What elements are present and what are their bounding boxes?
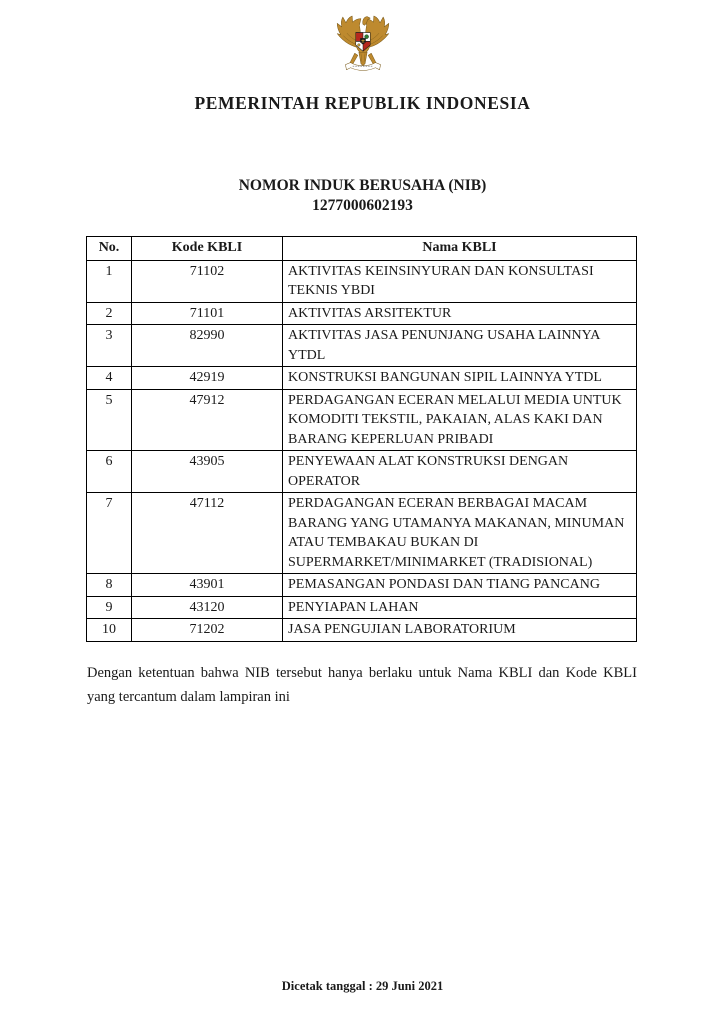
row-nama-cell: AKTIVITAS KEINSINYURAN DAN KONSULTASI TEKNIS YBDI: [283, 260, 637, 302]
row-kode-cell: 82990: [132, 325, 283, 367]
row-kode-cell: 47112: [132, 493, 283, 574]
printed-date: Dicetak tanggal : 29 Juni 2021: [281, 979, 444, 993]
garuda-pancasila-emblem-icon: [332, 8, 394, 84]
row-no-cell: 6: [87, 451, 132, 493]
row-no-cell: 9: [87, 596, 132, 619]
row-kode-cell: 43905: [132, 451, 283, 493]
row-nama-cell: AKTIVITAS JASA PENUNJANG USAHA LAINNYA YTDL: [283, 325, 637, 367]
column-header-kode: Kode KBLI: [132, 237, 283, 261]
table-row: [87, 260, 637, 302]
row-no-cell: 5: [87, 389, 132, 451]
row-no-cell: 3: [87, 325, 132, 367]
row-nama-cell: KONSTRUKSI BANGUNAN SIPIL LAINNYA YTDL: [283, 367, 637, 390]
row-no-cell: 2: [87, 302, 132, 325]
row-no-cell: 10: [87, 619, 132, 642]
row-nama-cell: PEMASANGAN PONDASI DAN TIANG PANCANG: [283, 574, 637, 597]
row-no-cell: 4: [87, 367, 132, 390]
row-kode-cell: 43901: [132, 574, 283, 597]
table-row: [87, 325, 637, 367]
row-kode-cell: 47912: [132, 389, 283, 451]
row-no-cell: 8: [87, 574, 132, 597]
table-header-row: [87, 237, 637, 261]
document-title: NOMOR INDUK BERUSAHA (NIB): [238, 177, 487, 194]
row-nama-cell: AKTIVITAS ARSITEKTUR: [283, 302, 637, 325]
table-row: [87, 493, 637, 574]
column-header-no: No.: [87, 237, 132, 261]
table-row: [87, 367, 637, 390]
row-kode-cell: 71101: [132, 302, 283, 325]
row-kode-cell: 71102: [132, 260, 283, 302]
row-no-cell: 7: [87, 493, 132, 574]
row-kode-cell: 71202: [132, 619, 283, 642]
column-header-nama: Nama KBLI: [283, 237, 637, 261]
kbli-table: [86, 236, 637, 642]
government-title: PEMERINTAH REPUBLIK INDONESIA: [194, 93, 531, 113]
table-row: [87, 451, 637, 493]
row-no-cell: 1: [87, 260, 132, 302]
table-row: [87, 302, 637, 325]
table-row: [87, 596, 637, 619]
row-kode-cell: 42919: [132, 367, 283, 390]
row-nama-cell: JASA PENGUJIAN LABORATORIUM: [283, 619, 637, 642]
row-nama-cell: PERDAGANGAN ECERAN BERBAGAI MACAM BARANG YANG UTAMANYA MAKANAN, MINUMAN ATAU TEMBAKAU BUKAN DI SUPERMARKET/MINIMARKET (TRADISIONAL): [283, 493, 637, 574]
table-row: [87, 574, 637, 597]
emblem-container: [0, 8, 725, 84]
nib-number: 1277000602193: [312, 197, 413, 214]
row-kode-cell: 43120: [132, 596, 283, 619]
row-nama-cell: PENYIAPAN LAHAN: [283, 596, 637, 619]
row-nama-cell: PERDAGANGAN ECERAN MELALUI MEDIA UNTUK KOMODITI TEKSTIL, PAKAIAN, ALAS KAKI DAN BARANG KEPERLUAN PRIBADI: [283, 389, 637, 451]
row-nama-cell: PENYEWAAN ALAT KONSTRUKSI DENGAN OPERATOR: [283, 451, 637, 493]
validity-note: Dengan ketentuan bahwa NIB tersebut hanya berlaku untuk Nama KBLI dan Kode KBLI yang tercantum dalam lampiran ini: [87, 665, 637, 705]
table-row: [87, 619, 637, 642]
table-row: [87, 389, 637, 451]
document-heading: [0, 176, 725, 216]
